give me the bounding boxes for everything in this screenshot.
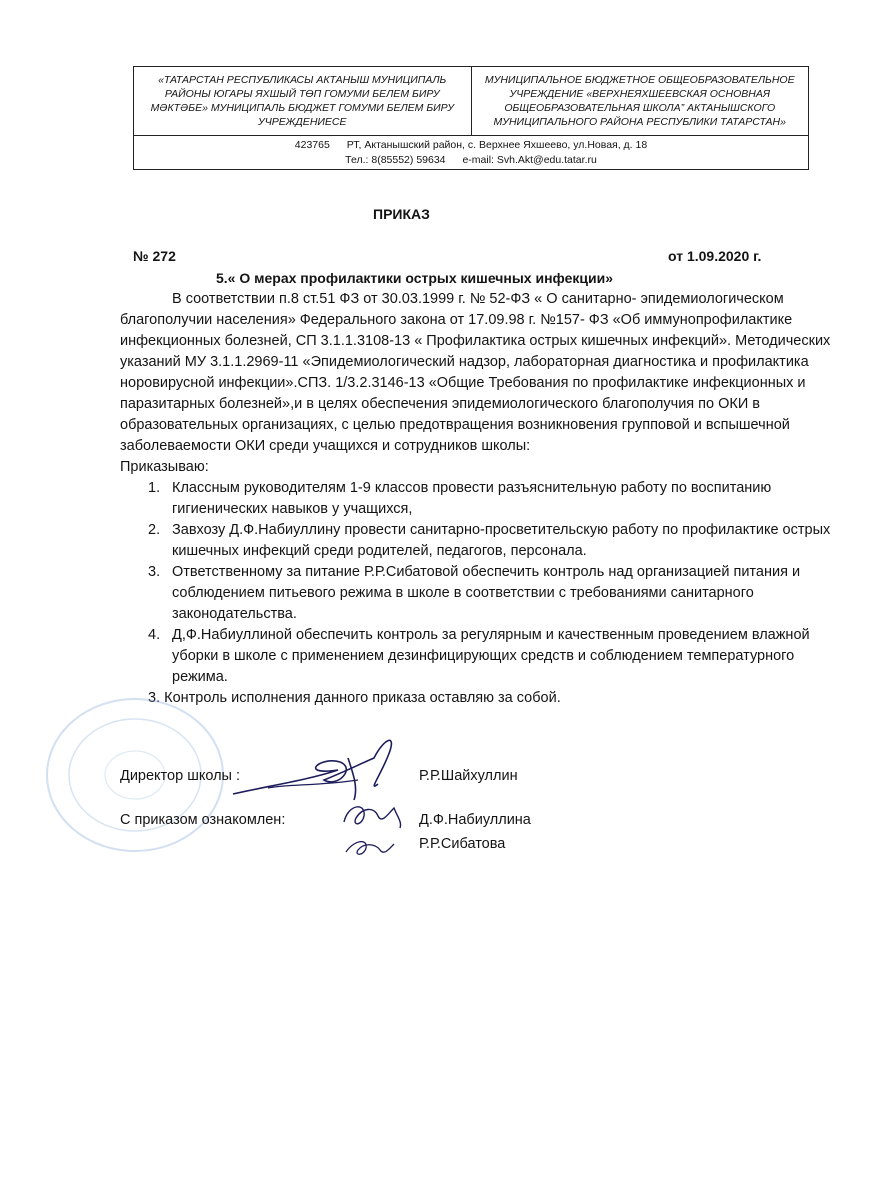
list-item: [120, 562, 840, 625]
director-signature-icon: [228, 728, 418, 808]
list-item-number: 2.: [148, 522, 161, 538]
letterhead-russian-org: МУНИЦИПАЛЬНОЕ БЮДЖЕТНОЕ ОБЩЕОБРАЗОВАТЕЛЬНОЕ УЧРЕЖДЕНИЕ «ВЕРХНЕЯХШЕЕВСКАЯ ОСНОВНАЯ ОБЩЕОБРАЗОВАТЕЛЬНАЯ ШКОЛА” АКТАНЫШСКОГО МУНИЦИПАЛЬНОГО РАЙОНА РЕСПУБЛИКИ ТАТАРСТАН»: [484, 74, 795, 128]
letterhead-tatar-org: «ТАТАРСТАН РЕСПУБЛИКАСЫ АКТАНЫШ МУНИЦИПАЛЬ РАЙОНЫ ЮГАРЫ ЯХШЫЙ ТӨП ГОМУМИ БЕЛЕМ БИРУ МӘКТӘБЕ» МУНИЦИПАЛЬ БЮДЖЕТ ГОМУМИ БЕЛЕМ БИРУ УЧРЕЖДЕНИЕСЕ: [134, 67, 472, 135]
control-clause: 3. Контроль исполнения данного приказа оставляю за собой.: [148, 690, 561, 706]
doc-subject: 5.« О мерах профилактики острых кишечных инфекции»: [216, 270, 614, 286]
list-item: [120, 625, 840, 688]
list-item-text: Д,Ф.Набиуллиной обеспечить контроль за регулярным и качественным проведением влажной уборки в школе с применением дезинфицирующих средств и соблюдением температурного режима.: [172, 627, 810, 685]
list-item: [120, 520, 840, 562]
doc-body: [120, 289, 840, 709]
list-item-text: Завхозу Д.Ф.Набиуллину провести санитарно-просветительскую работу по профилактике острых кишечных инфекций среди родителей, педагогов, персонала.: [172, 522, 831, 559]
letterhead-contacts: [134, 136, 808, 168]
postcode: 423765: [294, 139, 330, 151]
director-label: Директор школы :: [120, 768, 241, 784]
ack-signature-1-icon: [338, 798, 408, 832]
order-list: [120, 478, 840, 688]
phone: Тел.: 8(85552) 59634: [345, 154, 446, 166]
acknowledged-label: С приказом ознакомлен:: [120, 812, 286, 828]
ack-name-1: Д.Ф.Набиуллина: [419, 812, 531, 828]
doc-date: от 1.09.2020 г.: [668, 248, 762, 264]
list-item-number: 3.: [148, 564, 161, 580]
ack-name-2: Р.Р.Сибатова: [419, 836, 506, 852]
list-item-number: 4.: [148, 627, 161, 643]
list-item-text: Ответственному за питание Р.Р.Сибатовой обеспечить контроль над организацией питания и соблюдением питьевого режима в школе в соответствии с требованиями санитарного законодательства.: [172, 564, 801, 622]
list-item-text: Классным руководителям 1-9 классов провести разъяснительную работу по воспитанию гигиенических навыков у учащихся,: [172, 480, 772, 517]
preamble-paragraph: В соответствии п.8 ст.51 ФЗ от 30.03.1999 г. № 52-ФЗ « О санитарно- эпидемиологическом благополучии населения» Федерального закона от 17.09.98 г. №157- ФЗ «Об иммунопрофилактике инфекционных болезней, СП 3.1.1.3108-13 « Профилактика острых кишечных инфекций». Методических указаний МУ 3.1.1.2969-11 «Эпидемиологический надзор, лабораторная диагностика и профилактика норовирусной инфекции».СПЗ. 1/3.2.3146-13 «Общие Требования по профилактике инфекционных и паразитарных болезней»,и в целях обеспечения эпидемиологического благополучия по ОКИ в образовательных организациях, с целью предотвращения возникновения групповой и вспышечной заболеваемости ОКИ среди учащихся и сотрудников школы:: [120, 291, 831, 454]
doc-number: № 272: [133, 248, 176, 264]
address: РТ, Актанышский район, с. Верхнее Яхшеево, ул.Новая, д. 18: [346, 139, 648, 151]
doc-title: ПРИКАЗ: [373, 206, 430, 222]
director-name: Р.Р.Шайхуллин: [419, 768, 518, 784]
order-word: Приказываю:: [120, 459, 209, 475]
letterhead: [133, 66, 809, 170]
ack-signature-2-icon: [342, 834, 398, 860]
email: e-mail: Svh.Akt@edu.tatar.ru: [462, 154, 597, 166]
list-item-number: 1.: [148, 480, 161, 496]
list-item: [120, 478, 840, 520]
